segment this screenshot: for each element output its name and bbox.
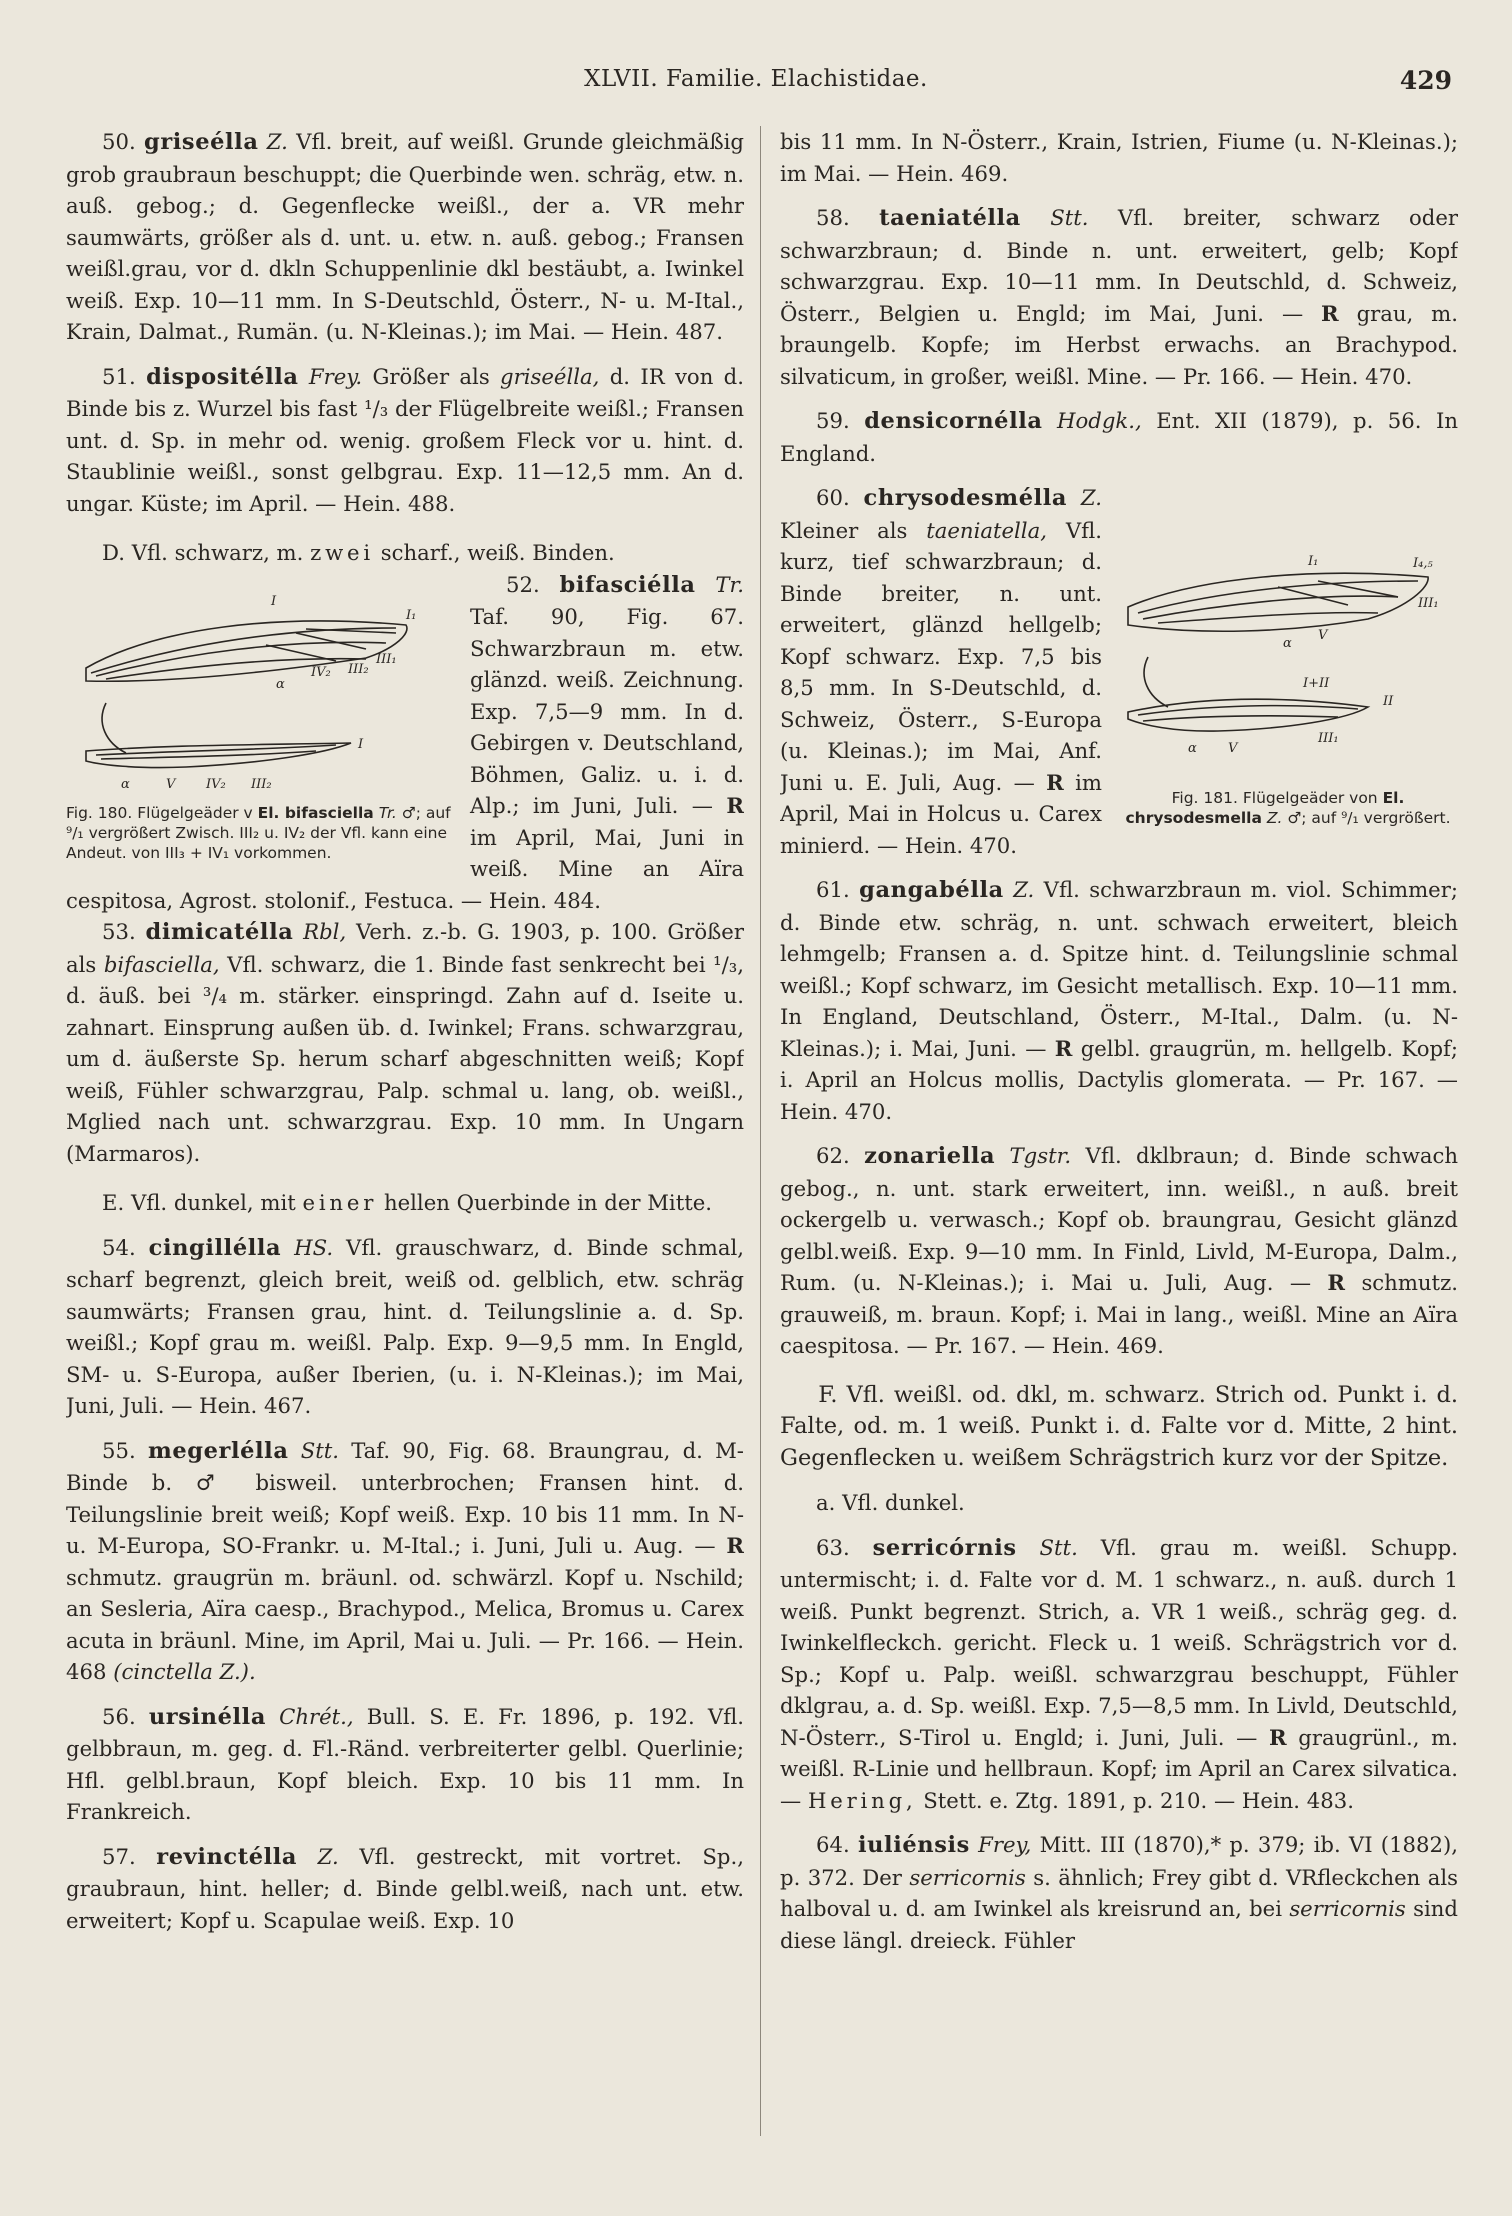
- entry-55: 55. megerlélla Stt. Taf. 90, Fig. 68. Braungrau, d. M-Binde b. ♂ bisweil. unterbrochen; Fransen hint. d. Teilungslinie breit weiß; Kopf weiß. Exp. 10 bis 11 mm. In N- u. M-Europa, SO-Frankr. u. M-Ital.; i. Juni, Juli u. Aug. — R schmutz. graugrün m. bräunl. od. schwärzl. Kopf u. Nschild; an Sesleria, Aïra caesp., Brachypod., Melica, Bromus u. Carex acuta in bräunl. Mine, im April, Mai u. Juli. — Pr. 166. — Hein. 468 (cinctella Z.).: [66, 1437, 744, 1684]
- wing-label: α: [1188, 741, 1197, 756]
- species-name: griseélla: [144, 129, 259, 155]
- running-title: XLVII. Familie. Elachistidae.: [584, 66, 928, 92]
- entry-60: 60. chrysodesmélla Z. Kleiner als taeniatella, Vfl. kurz, tief schwarzbraun; d. Binde breiter, n. unt. erweitert, glänzd hellgelb; Kopf schwarz. Exp. 7,5 bis 8,5 mm. In S-Deutschld, d. Schweiz, Österr., S-Europa (u. Kleinas.); im Mai, Anf. Juni u. E. Juli, Aug. — R im April, Mai in Holcus u. Carex minierd. — Hein. 470.: [780, 485, 1102, 858]
- species-name: gangabélla: [859, 877, 1004, 903]
- wing-label: α: [276, 676, 285, 692]
- wing-label: I₁: [1308, 554, 1319, 569]
- key-d: D. Vfl. schwarz, m. zwei scharf., weiß. Binden.: [102, 540, 615, 565]
- wing-label: IV₂: [206, 776, 226, 792]
- entry-58: 58. taeniatélla Stt. Vfl. breiter, schwarz oder schwarzbraun; d. Binde n. unt. erweitert, gelb; Kopf schwarzgrau. Exp. 10—11 mm. In Deutschld, d. Schweiz, Österr., Belgien u. Engld; im Mai, Juni. — R grau, m. braungelb. Kopfe; im Herbst erwachs. an Brachypod. silvaticum, in großer, weißl. Mine. — Pr. 166. — Hein. 470.: [780, 205, 1458, 389]
- species-name: taeniatélla: [879, 205, 1021, 231]
- wing-label: I₄,₅: [1413, 556, 1433, 571]
- entry-52: 52. bifasciélla Tr. Taf. 90, Fig. 67. Schwarzbraun m. etw. glänzd. weiß. Zeichnung. Exp. 7,5—9 mm. In d. Gebirgen v. Deutschland, Böhmen, Galiz. u. i. d. Alp.; im Juni, Juli. — R im April, Mai, Juni in weiß. Mine an Aïra cespitosa, Agrost. stolonif., Festuca. — Hein. 484.: [66, 571, 744, 913]
- wing-venation-181: [1118, 547, 1458, 777]
- entry-62: 62. zonariella Tgstr. Vfl. dklbraun; d. Binde schwach gebog., n. unt. stark erweitert, inn. weißl., n auß. breit ockergelb u. verwasch.; Kopf ob. braungrau, Gesicht glänzd gelbl.weiß. Exp. 9—10 mm. In Finld, Livld, M-Europa, Dalm., Rum. (u. N-Kleinas.); i. Mai u. Juli, Aug. — R schmutz. grauweiß, m. braun. Kopf; i. Mai in lang., weißl. Mine an Aïra caespitosa. — Pr. 167. — Hein. 469.: [780, 1143, 1458, 1358]
- species-name: ursinélla: [148, 1703, 267, 1730]
- figure-180-caption: Fig. 180. Flügelgeäder v El. bifasciella Tr. ♂; auf ⁹/₁ vergrößert Zwisch. III₂ u. IV₂ der Vfl. kann eine Andeut. von III₃ + IV₁ vorkommen.: [66, 804, 451, 862]
- entry-51: 51. dispositélla Frey. Größer als griseélla, d. IR von d. Binde bis z. Wurzel bis fast ¹/₃ der Flügelbreite weißl.; Fransen unt. d. Sp. in mehr od. wenig. großem Fleck vor u. hint. d. Staublinie weißl., sonst gelbgrau. Exp. 11—12,5 mm. An d. ungar. Küste; im April. — Hein. 488.: [66, 363, 744, 516]
- wing-label: α: [1283, 636, 1292, 651]
- wing-venation-180: [66, 573, 454, 793]
- species-name: chrysodesmélla: [863, 485, 1068, 511]
- species-name: bifasciélla: [559, 571, 696, 598]
- right-column: [780, 126, 1458, 2176]
- wing-label: III₂: [348, 661, 369, 677]
- key-f-a: a. Vfl. dunkel.: [816, 1490, 965, 1515]
- species-name: densicornélla: [864, 408, 1043, 434]
- wing-label: II: [1383, 694, 1394, 709]
- wing-label: I₁: [406, 607, 417, 623]
- wing-label: I: [271, 593, 277, 609]
- wing-label: III₁: [1318, 731, 1339, 746]
- entry-53: 53. dimicatélla Rbl, Verh. z.-b. G. 1903, p. 100. Größer als bifasciella, Vfl. schwarz, die 1. Binde fast senkrecht bei ¹/₃, d. äuß. bei ³/₄ m. stärker. einspringd. Zahn auf d. Iseite u. zahnart. Einsprung außen üb. d. Iwinkel; Frans. schwarzgrau, um d. äußerste Sp. herum scharf abgeschnitten weiß; Kopf weiß, Fühler schwarzgrau, Palp. schmal u. lang, ob. weißl., Mglied nach unt. schwarzgrau. Exp. 10 mm. In Ungarn (Marmaros).: [66, 919, 744, 1166]
- species-name: megerlélla: [147, 1437, 289, 1464]
- entry-57-continued: bis 11 mm. In N-Österr., Krain, Istrien, Fiume (u. N-Kleinas.); im Mai. — Hein. 469.: [780, 129, 1458, 186]
- key-f: F. Vfl. weißl. od. dkl, m. schwarz. Strich od. Punkt i. d. Falte, od. m. 1 weiß. Punkt i. d. Falte vor d. Mitte, 2 hint. Gegenflecken u. weißem Schrägstrich kurz vor der Spitze.: [780, 1381, 1458, 1471]
- entry-63: 63. serricórnis Stt. Vfl. grau m. weißl. Schupp. untermischt; i. d. Falte vor d. M. 1 schwarz., n. auß. durch 1 weiß. Punkt begrenzt. Strich, a. VR 1 weiß., schräg geg. d. Iwinkelfleckch. gericht. Fleck u. 1 weiß. Schrägstrich vor d. Sp.; Kopf u. Palp. weißl. schwarzgrau beschuppt, Fühler dklgrau, a. d. Sp. weißl. Exp. 7,5—8,5 mm. In Livld, Deutschld, N-Österr., S-Tirol u. Engld; i. Juni, Juli. — R graugrünl., m. weißl. R-Linie und hellbraun. Kopf; im April an Carex silvatica. — Hering, Stett. e. Ztg. 1891, p. 210. — Hein. 483.: [780, 1534, 1458, 1813]
- species-name: zonariella: [864, 1143, 996, 1169]
- species-name: serricórnis: [872, 1534, 1017, 1561]
- column-divider: [760, 126, 761, 2136]
- left-column: [66, 126, 744, 2176]
- species-name: dimicatélla: [145, 919, 294, 945]
- entry-54: 54. cingillélla HS. Vfl. grauschwarz, d. Binde schmal, scharf begrenzt, gleich breit, weiß od. gelblich, etw. schräg saumwärts; Fransen grau, hint. d. Teilungslinie a. d. Sp. weißl.; Kopf grau m. weißl. Palp. Exp. 9—9,5 mm. In Engld, SM- u. S-Europa, außer Iberien, (u. i. N-Kleinas.); im Mai, Juni, Juli. — Hein. 467.: [66, 1234, 744, 1418]
- species-name: cingillélla: [148, 1234, 282, 1261]
- page-number: 429: [1399, 66, 1452, 95]
- wing-label: V: [1318, 628, 1328, 643]
- entry-50: 50. griseélla Z. Vfl. breit, auf weißl. Grunde gleichmäßig grob graubraun beschuppt; die Querbinde wen. schräg, etw. n. auß. gebog.; d. Gegenflecke weißl., der a. VR mehr saumwärts, größer als d. unt. u. etw. n. auß. gebog.; Fransen weißl.grau, vor d. dkln Schuppenlinie dkl bestäubt, a. Iwinkel weiß. Exp. 10—11 mm. In S-Deutschld, Österr., N- u. M-Ital., Krain, Dalmat., Rumän. (u. N-Kleinas.); im Mai. — Hein. 487.: [66, 129, 744, 344]
- wing-label: III₂: [251, 776, 272, 792]
- entry-56: 56. ursinélla Chrét., Bull. S. E. Fr. 1896, p. 192. Vfl. gelbbraun, m. geg. d. Fl.-Ränd. verbreiterter gelbl. Querlinie; Hfl. gelbl.braun, Kopf bleich. Exp. 10 bis 11 mm. In Frankreich.: [66, 1703, 744, 1824]
- figure-181: [1118, 547, 1458, 834]
- wing-label: V: [1228, 741, 1238, 756]
- wing-label: I+II: [1303, 676, 1330, 691]
- wing-label: III₁: [376, 651, 397, 667]
- entry-64: 64. iuliénsis Frey, Mitt. III (1870),* p. 379; ib. VI (1882), p. 372. Der serricornis s. ähnlich; Frey gibt d. VRfleckchen als halboval u. d. am Iwinkel als kreisrund an, bei serricornis sind diese längl. dreieck. Fühler: [780, 1832, 1458, 1953]
- key-e: E. Vfl. dunkel, mit einer hellen Querbinde in der Mitte.: [102, 1190, 713, 1215]
- species-name: revinctélla: [156, 1843, 298, 1870]
- wing-label: V: [166, 776, 176, 792]
- wing-label: I: [358, 736, 364, 752]
- wing-label: III₁: [1418, 596, 1439, 611]
- figure-180: [66, 573, 454, 870]
- entry-61: 61. gangabélla Z. Vfl. schwarzbraun m. viol. Schimmer; d. Binde etw. schräg, n. unt. schwach erweitert, bleich lehmgelb; Fransen a. d. Spitze hint. d. Teilungslinie schmal weißl.; Kopf schwarz, im Gesicht metallisch. Exp. 10—11 mm. In England, Deutschland, Österr., M-Ital., Dalm. (u. N-Kleinas.); i. Mai, Juni. — R gelbl. graugrün, m. hellgelb. Kopf; i. April an Holcus mollis, Dactylis glomerata. — Pr. 167. — Hein. 470.: [780, 877, 1458, 1124]
- running-head: [60, 66, 1452, 106]
- entry-57: 57. revinctélla Z. Vfl. gestreckt, mit vortret. Sp., graubraun, hint. heller; d. Binde gelbl.weiß, nach unt. etw. erweitert; Kopf u. Scapulae weiß. Exp. 10: [66, 1843, 744, 1933]
- figure-181-caption: Fig. 181. Flügelgeäder von El. chrysodesmella Z. ♂; auf ⁹/₁ vergrößert.: [1125, 788, 1451, 827]
- wing-label: α: [121, 776, 130, 792]
- entry-59: 59. densicornélla Hodgk., Ent. XII (1879), p. 56. In England.: [780, 408, 1458, 466]
- species-name: dispositélla: [146, 363, 299, 390]
- species-name: iuliénsis: [857, 1832, 970, 1858]
- wing-label: IV₂: [311, 664, 331, 680]
